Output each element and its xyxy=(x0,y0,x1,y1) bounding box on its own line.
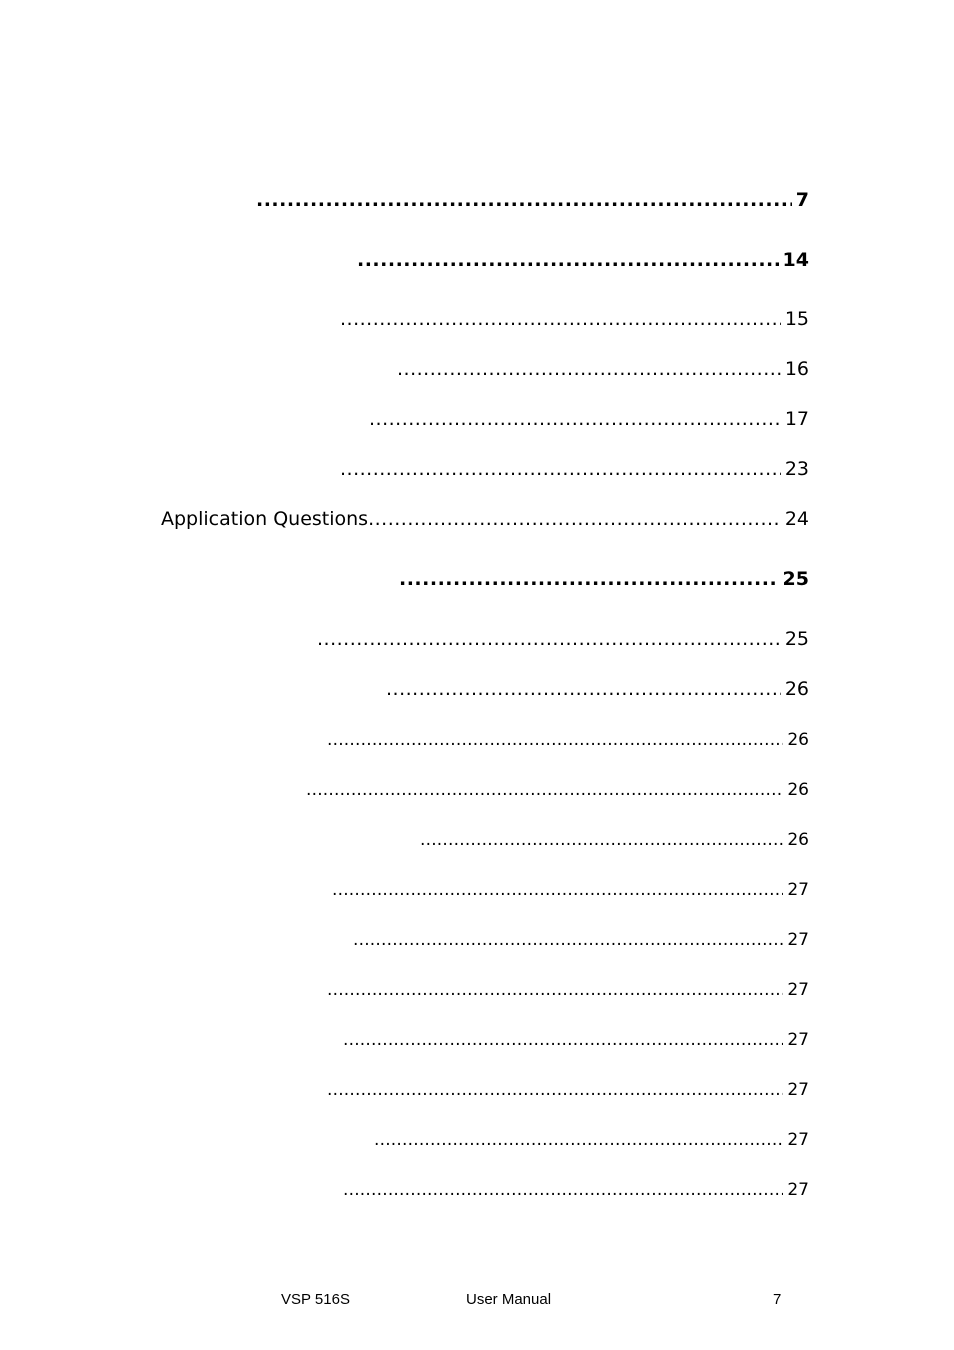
toc-entry[interactable] xyxy=(343,1028,809,1052)
toc-entry-page: 27 xyxy=(787,1080,809,1100)
toc-leader-dots xyxy=(368,507,781,531)
toc-entry-page: 25 xyxy=(784,628,809,650)
toc-entry[interactable] xyxy=(327,728,809,752)
toc-entry-page: 27 xyxy=(787,1180,809,1200)
toc-entry-page: 27 xyxy=(787,1030,809,1050)
toc-leader-dots xyxy=(332,878,783,902)
toc-entry-page: 26 xyxy=(784,678,809,700)
toc-leader-dots xyxy=(357,248,779,272)
toc-entry-page: 17 xyxy=(784,408,809,430)
toc-leader-dots xyxy=(340,307,781,331)
toc-leader-dots xyxy=(306,778,783,802)
toc-entry[interactable] xyxy=(317,627,809,651)
toc-entry[interactable] xyxy=(332,878,809,902)
toc-entry-page: 26 xyxy=(787,730,809,750)
toc-entry[interactable] xyxy=(327,1078,809,1102)
footer-document-name: VSP 516S xyxy=(281,1291,350,1308)
toc-entry[interactable] xyxy=(374,1128,809,1152)
footer-page-number: 7 xyxy=(773,1291,782,1308)
toc-entry[interactable] xyxy=(161,507,809,531)
toc-leader-dots xyxy=(353,928,783,952)
toc-entry-page: 24 xyxy=(784,508,809,530)
toc-entry-page: 27 xyxy=(787,930,809,950)
toc-entry[interactable] xyxy=(386,677,809,701)
toc-leader-dots xyxy=(327,1078,783,1102)
toc-entry-page: 27 xyxy=(787,980,809,1000)
toc-entry[interactable] xyxy=(327,978,809,1002)
toc-entry-page: 25 xyxy=(782,568,809,590)
toc-leader-dots xyxy=(327,728,783,752)
toc-entry[interactable] xyxy=(343,1178,809,1202)
toc-leader-dots xyxy=(343,1028,783,1052)
toc-leader-dots xyxy=(374,1128,783,1152)
toc-entry[interactable] xyxy=(353,928,809,952)
toc-leader-dots xyxy=(327,978,783,1002)
footer-document-type: User Manual xyxy=(466,1291,552,1308)
toc-entry-page: 23 xyxy=(784,458,809,480)
toc-leader-dots xyxy=(317,627,781,651)
toc-leader-dots xyxy=(420,828,783,852)
toc-leader-dots xyxy=(340,457,781,481)
toc-entry[interactable] xyxy=(357,248,809,272)
toc-entry-page: 26 xyxy=(787,830,809,850)
toc-entry-page: 27 xyxy=(787,1130,809,1150)
toc-entry[interactable] xyxy=(420,828,809,852)
toc-entry[interactable] xyxy=(256,188,809,212)
toc-entry-page: 16 xyxy=(784,358,809,380)
toc-leader-dots xyxy=(369,407,781,431)
toc-entry[interactable] xyxy=(340,457,809,481)
toc-entry-page: 7 xyxy=(795,189,809,211)
toc-entry[interactable] xyxy=(340,307,809,331)
toc-entry[interactable] xyxy=(306,778,809,802)
toc-entry-page: 26 xyxy=(787,780,809,800)
page-footer xyxy=(0,1291,954,1311)
toc-leader-dots xyxy=(386,677,781,701)
toc-entry-page: 14 xyxy=(782,249,809,271)
toc-leader-dots xyxy=(343,1178,783,1202)
toc-leader-dots xyxy=(256,188,792,212)
toc-entry-title: Application Questions xyxy=(161,508,369,530)
toc-entry[interactable] xyxy=(399,567,809,591)
toc-entry[interactable] xyxy=(369,407,809,431)
toc-entry-page: 27 xyxy=(787,880,809,900)
toc-leader-dots xyxy=(397,357,781,381)
toc-entry-page: 15 xyxy=(784,308,809,330)
toc-leader-dots xyxy=(399,567,779,591)
toc-entry[interactable] xyxy=(397,357,809,381)
